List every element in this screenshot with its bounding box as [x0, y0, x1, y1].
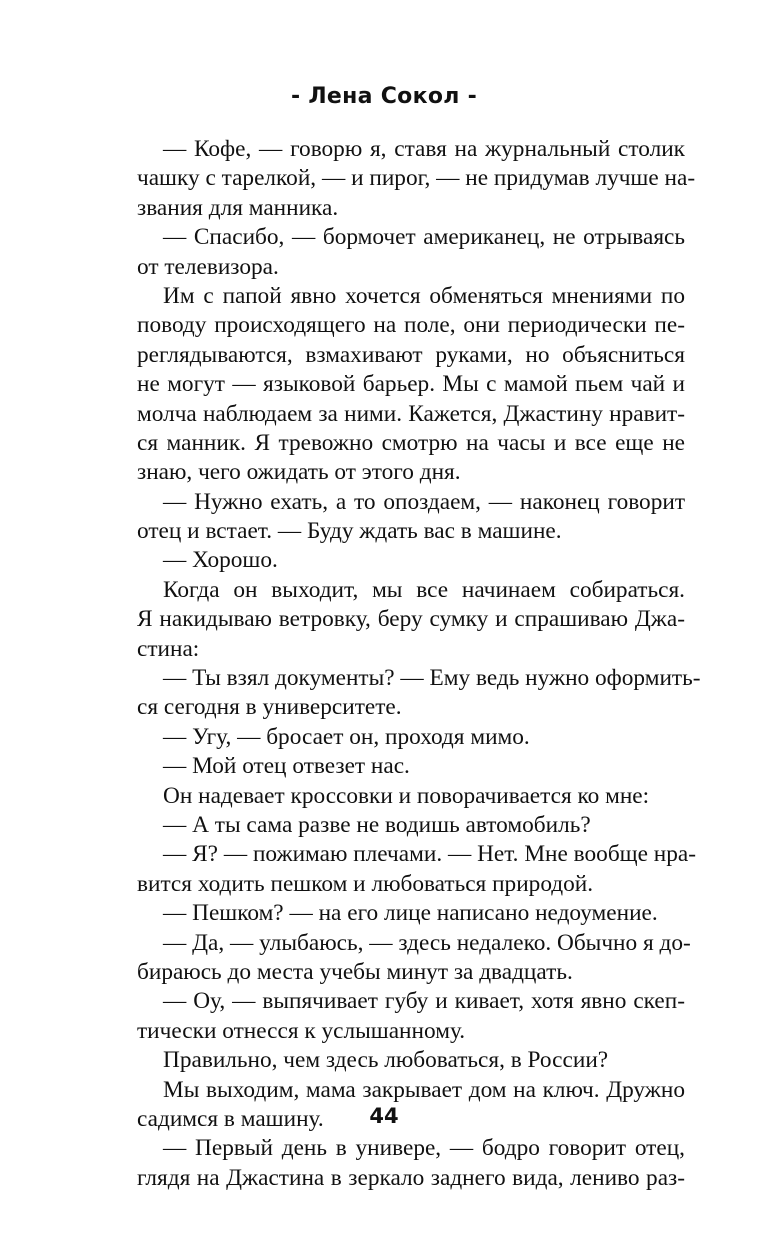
- text-line: вится ходить пешком и любоваться природой.: [137, 870, 594, 897]
- text-line: реглядываются, взмахивают руками, но объясниться: [137, 341, 685, 368]
- text-line: — Кофе, — говорю я, ставя на журнальный столик: [163, 136, 685, 162]
- text-line: — А ты сама разве не водишь автомобиль?: [163, 811, 591, 838]
- text-line: ся сегодня в университете.: [137, 694, 402, 721]
- text-line: Когда он выходит, мы все начинаем собираться.: [163, 576, 685, 603]
- text-line: чашку с тарелкой, — и пирог, — не придумав лучше на-: [137, 165, 696, 192]
- body-text: [137, 135, 701, 1193]
- text-line: — Спасибо, — бормочет американец, не отрываясь: [163, 224, 685, 251]
- page-number: 44: [369, 1104, 399, 1128]
- text-line: бираюсь до места учебы минут за двадцать.: [137, 958, 573, 985]
- text-line: — Да, — улыбаюсь, — здесь недалеко. Обычно я до-: [163, 929, 691, 956]
- text-line: знаю, чего ожидать от этого дня.: [137, 459, 461, 486]
- text-line: звания для манника.: [137, 194, 339, 221]
- text-line: Он надевает кроссовки и поворачивается ко мне:: [163, 782, 650, 809]
- text-line: поводу происходящего на поле, они периодически пе-: [137, 312, 685, 339]
- text-line: глядя на Джастина в зеркало заднего вида, лениво раз-: [137, 1164, 685, 1191]
- text-line: от телевизора.: [137, 253, 279, 280]
- running-header: - Лена Сокол -: [290, 84, 478, 109]
- text-line: не могут — языковой барьер. Мы с мамой пьем чай и: [137, 371, 685, 398]
- text-line: — Угу, — бросает он, проходя мимо.: [163, 723, 530, 750]
- text-line: — Пешком? — на его лице написано недоумение.: [163, 900, 658, 927]
- text-line: стина:: [137, 635, 200, 662]
- text-line: отец и встает. — Буду ждать вас в машине.: [137, 518, 562, 545]
- text-line: — Нужно ехать, а то опоздаем, — наконец говорит: [163, 488, 685, 515]
- text-line: Я накидываю ветровку, беру сумку и спрашиваю Джа-: [137, 606, 685, 633]
- text-line: молча наблюдаем за ними. Кажется, Джастину нравит-: [137, 400, 685, 427]
- text-line: Им с папой явно хочется обменяться мнениями по: [163, 282, 685, 309]
- text-line: — Ты взял документы? — Ему ведь нужно оформить-: [163, 665, 701, 692]
- text-line: — Хорошо.: [163, 547, 278, 574]
- text-line: — Оу, — выпячивает губу и кивает, хотя явно скеп-: [163, 988, 685, 1015]
- text-line: ся манник. Я тревожно смотрю на часы и все еще не: [137, 429, 685, 456]
- text-line: Правильно, чем здесь любоваться, в России?: [163, 1047, 609, 1074]
- text-line: — Первый день в универе, — бодро говорит отец,: [163, 1135, 685, 1162]
- text-line: — Я? — пожимаю плечами. — Нет. Мне вообще нра-: [163, 841, 696, 868]
- text-line: — Мой отец отвезет нас.: [163, 753, 410, 780]
- text-line: тически отнесся к услышанному.: [137, 1017, 466, 1044]
- text-line: садимся в машину.: [137, 1105, 324, 1132]
- text-line: Мы выходим, мама закрывает дом на ключ. Дружно: [163, 1076, 685, 1103]
